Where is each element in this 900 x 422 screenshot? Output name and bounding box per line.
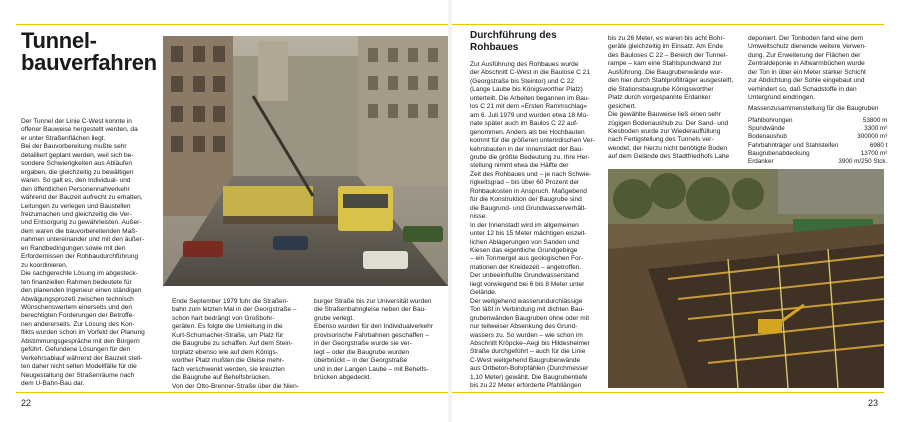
table-row: Bodenaushub 300000 m³ [748, 133, 888, 141]
paragraph: Bei der Bauvorbereitung mußte sehr detailliert geplant werden, weil sich be- sondere Schwierigkeiten aus Abläufen ergaben, die gleichzeitig zu bewältigen waren. So galt es, den Individual- und den öffentlichen Personennahverkehr während der Bauzeit aufrecht zu erhalten, Leitungen zu verlegen und Baustellen freizumachen und gleichzeitig die Ver- und Entsorgung zu gewährleisten. Außer- dem waren die bauvorbereitenden Maß- nahmen untereinander und mit den äußer- en Randbedingungen sowie mit den Erfordernissen der Rohbaudurchführung zu koordinieren. [21, 143, 145, 269]
book-gutter [448, 0, 452, 422]
street-photo-illustration [163, 36, 448, 286]
left-column-3: burger Straße bis zur Universität wurden die Straßenbahngleise neben der Bau- grube verlegt. Ebenso wurden für den Individualverkehr provisorische Fahrbahnen geschaffen – in der Georgstraße wurde sie ver- legt – oder die Baugrube wurden überbrückt – in der Georgstraße und in der Langen Laube – mit Behelfs- brücken abgedeckt. [314, 298, 434, 382]
paragraph: In der Innenstadt wird im allgemeinen unter 12 bis 15 Meter mächtigen eiszeit- lichen Ablagerungen von Sanden und Kiesen das eigentliche Grundgebirge – ein Tonmergel aus geologischen For- mationen der Kreidezeit – angetroffen. Der unbeeinflußte Grundwasserstand liegt vorwiegend bei 6 bis 8 Meter unter Gelände. [470, 221, 587, 297]
table-row: Pfahlbohrungen 53800 m [748, 117, 888, 124]
top-rule-right [452, 24, 884, 25]
left-column-2: Ende September 1979 fuhr die Straßen- bahn zum letzten Mal in der Georgstraße – schon hart bedrängt von Großbohr- geräten. Es folgte die Umleitung in die Kurt-Schumacher-Straße, um Platz für die Baugrube zu schaffen. Auf dem Stein- torplatz ebenso wie auf dem Königs- worther Platz mußten die Gleise mehr- fach verschwenkt werden, sie kreuzten die Baugrube auf Behelfsbrücken. Von der Otto-Brenner-Straße über die Nien- [172, 298, 299, 390]
page-number-right: 23 [868, 398, 879, 408]
excavation-pit-photo [608, 169, 884, 388]
paragraph: Der weitgehend wasserundurchlässige Ton läßt in Verbindung mit dichten Bau- grubenwänden Baugruben ohne oder mit nur teilweiser Absenkung des Grund- wassers zu. So wurden – wie schon im Abschnitt Kröpcke–Aegi bis Hildesheimer Straße durchgeführt – auch für die Linie C-West weitgehend Baugrubenwände aus Ortbeton-Bohrpfählen (Durchmesser 1,10 Meter) gewählt. Die Baugrubentiefe bis zu 22 Meter erforderte Pfahllängen [470, 297, 590, 390]
bottom-rule-right [452, 392, 884, 393]
paragraph: Zur Ausführung des Rohbaues wurde der Abschnitt C-West in die Baulose C 21 (Georgstraße bis Steintor) und C 22 (Lange Laube bis Königsworther Platz) unterteilt. Die Arbeiten begannen im Bau- los C 21 mit dem »Ersten Rammschlag« am 6. Juli 1979 und wurden etwa 18 Mo- nate später auch im Baulos C 22 auf- genommen. Anders als bei Hochbauten kommt für die größeren unterirdischen Ver- kehrsbauten in der Innenstadt der Bau- grube die größte Bedeutung zu. Ihre Her- stellung nimmt etwa die Hälfte der Zeit des Rohbaues und – je nach Schwie- rigkeitsgrad – bis über 60 Prozent der Rohbaukosten in Anspruch. Maßgebend für die Konstruktion der Baugrube sind die Baugrund- und Grundwasserverhält- nisse. [470, 61, 595, 221]
top-rule [16, 24, 448, 25]
section-heading: Durchführung des Rohbaues [470, 30, 557, 53]
page-title: Tunnel- bauverfahren [21, 28, 157, 75]
table-row: Fahrbahnträger und Stahlsteifen 6980 t [748, 141, 888, 149]
paragraph: Die sachgerechte Lösung im abgesteck- ten finanziellen Rahmen bedeutete für den planenden Ingenieur einen ständigen Abwägungsprozeß zwischen technisch Wünschenswertem einerseits und den berechtigten Forderungen der Betroffe- nen andererseits. Zur Lösung des Kon- flikts wurden schon im Vorfeld der Planung Abstimmungsgespräche mit den Bürgern geführt. Gefundene Lösungen für den Verkehrsablauf während der Bauzeit stell- ten daher nicht selten Modellfälle für die Neugestaltung der Straßenräume nach dem U-Bahn-Bau dar. [21, 270, 145, 388]
paragraph: Der Tunnel der Linie C-West konnte in offener Bauweise hergestellt werden, da er unter Straßenflächen liegt. [21, 118, 138, 142]
bottom-rule [16, 392, 448, 393]
page-number: 22 [21, 398, 32, 408]
table-row: Erdanker 3900 m/250 Stck. [748, 158, 888, 166]
quantities-table [748, 117, 887, 166]
right-column-1 [470, 61, 602, 391]
table-row: Baugrubenabdeckung 13700 m² [748, 149, 888, 157]
right-column-3: deponiert. Der Tonboden fand eine dem Umweltschutz dienende weitere Verwen- dung. Zur Erweiterung der Flächen der Zentraldeponie in Altwarmbüchen wurde der Ton in über ein Meter starker Schicht zur Abdichtung der Sohle eingebaut und verhindert so, daß Schadstoffe in den Untergrund eindringen. [748, 35, 867, 102]
right-column-2: bis zu 26 Meter, es waren bis acht Bohr- geräte gleichzeitig im Einsatz. Am Ende des Bauloses C 22 – Bereich der Tunnel- rampe – kam eine Stahlspundwand zur Ausführung. Die Baugrubenwände wur- den hier durch Stahlprofilträger ausgesteift, die Stationsbaugrube Königsworther Platz durch vorgespannte Erdanker gesichert. Die gewählte Bauweise ließ einen sehr zügigen Bodenaushub zu. Der Sand- und Kiesboden wurde zur Wiederauffüllung nach Fertigstellung des Tunnels ver- wendet, der hierzu nicht benötigte Boden auf dem Gelände des Stadtfriedhofs Lahe [608, 35, 734, 161]
table-title: Massenzusammenstellung für die Baugruben [748, 105, 879, 112]
table-row: Spundwände 3300 m² [748, 125, 888, 133]
left-page [0, 0, 448, 422]
left-column-1 [21, 118, 161, 389]
excavation-photo-illustration [608, 169, 884, 388]
street-construction-photo [163, 36, 448, 286]
